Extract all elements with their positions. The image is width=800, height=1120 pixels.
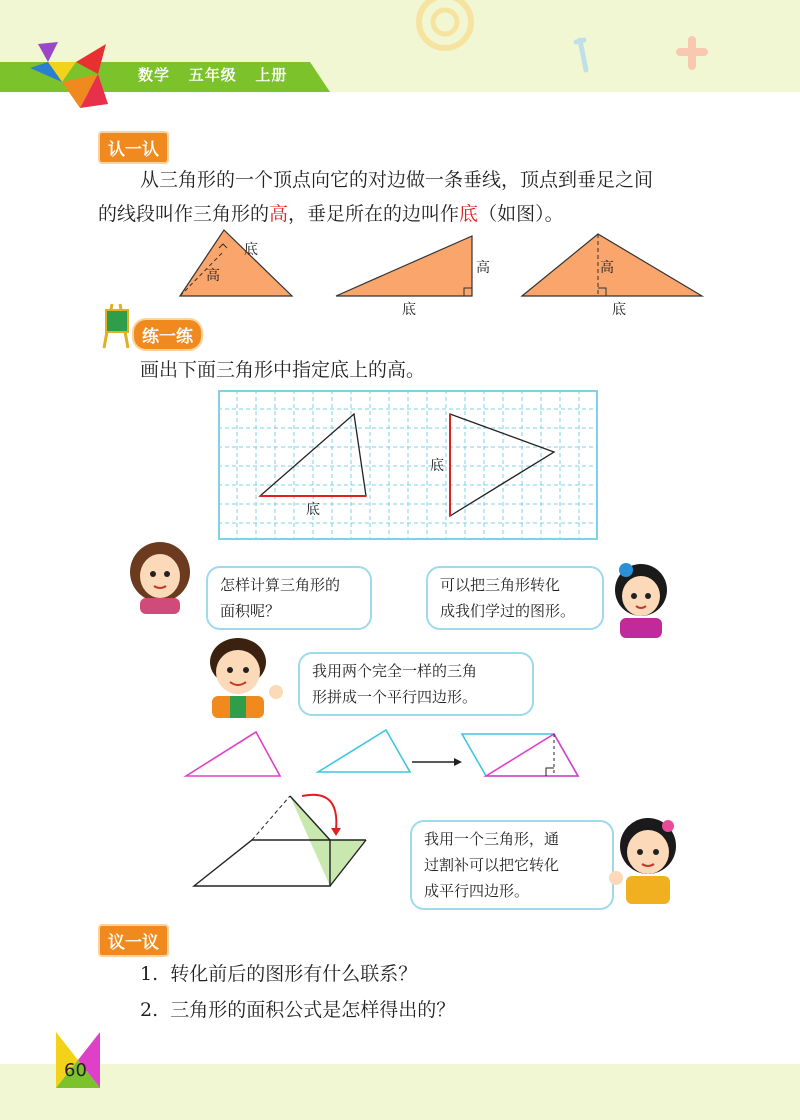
practice-triangle-2 bbox=[450, 414, 554, 516]
pink-triangle bbox=[186, 732, 280, 776]
section-tag-recognize: 认一认 bbox=[98, 131, 169, 164]
practice-base-label-2: 底 bbox=[430, 458, 444, 474]
girl-character-2-icon bbox=[608, 560, 674, 640]
term-base: 底 bbox=[459, 203, 479, 225]
example-triangle-1 bbox=[180, 230, 292, 296]
base-label-3: 底 bbox=[612, 302, 626, 316]
definition-line2: 的线段叫作三角形的高，垂足所在的边叫作底（如图）。 bbox=[98, 203, 564, 225]
cut-paste-figure bbox=[190, 790, 380, 892]
definition-line1: 从三角形的一个顶点向它的对边做一条垂线，顶点到垂足之间 bbox=[140, 169, 654, 191]
parallelogram-pink-half bbox=[486, 734, 578, 776]
example-triangle-2 bbox=[336, 236, 472, 296]
question-1: 1. 转化前后的图形有什么联系？ bbox=[140, 963, 418, 985]
height-label-3: 高 bbox=[600, 260, 614, 276]
question-2: 2. 三角形的面积公式是怎样得出的？ bbox=[140, 999, 456, 1021]
bottom-band bbox=[0, 1064, 800, 1120]
sun-doodle-icon bbox=[380, 0, 800, 92]
speech-bubble-girl2: 可以把三角形转化 成我们学过的图形。 bbox=[426, 566, 604, 630]
speech-bubble-girl1: 怎样计算三角形的 面积呢？ bbox=[206, 566, 372, 630]
two-triangles-figure bbox=[180, 724, 600, 786]
base-label-1: 底 bbox=[244, 242, 258, 258]
height-label-2: 高 bbox=[476, 260, 490, 276]
practice-base-label-1: 底 bbox=[306, 502, 320, 518]
girl-character-3-icon bbox=[608, 812, 688, 906]
speech-bubble-girl3: 我用一个三角形，通 过割补可以把它转化 成平行四边形。 bbox=[410, 820, 614, 910]
header-title: 数学 五年级 上册 bbox=[138, 66, 288, 84]
tangram-logo-icon bbox=[28, 34, 118, 114]
height-examples-figure bbox=[170, 226, 710, 316]
height-label-1: 高 bbox=[206, 268, 220, 284]
speech-bubble-boy: 我用两个完全一样的三角 形拼成一个平行四边形。 bbox=[298, 652, 534, 716]
boy-character-icon bbox=[198, 634, 286, 718]
page-number: 60 bbox=[64, 1060, 87, 1081]
practice-grid bbox=[218, 390, 598, 540]
term-height: 高 bbox=[269, 203, 289, 225]
girl-character-1-icon bbox=[126, 540, 196, 614]
cyan-triangle bbox=[318, 730, 410, 772]
base-label-2: 底 bbox=[402, 302, 416, 316]
practice-instruction: 画出下面三角形中指定底上的高。 bbox=[140, 359, 426, 381]
section-tag-discuss: 议一议 bbox=[98, 924, 169, 957]
easel-icon bbox=[96, 298, 136, 350]
section-tag-practice: 练一练 bbox=[132, 318, 203, 351]
